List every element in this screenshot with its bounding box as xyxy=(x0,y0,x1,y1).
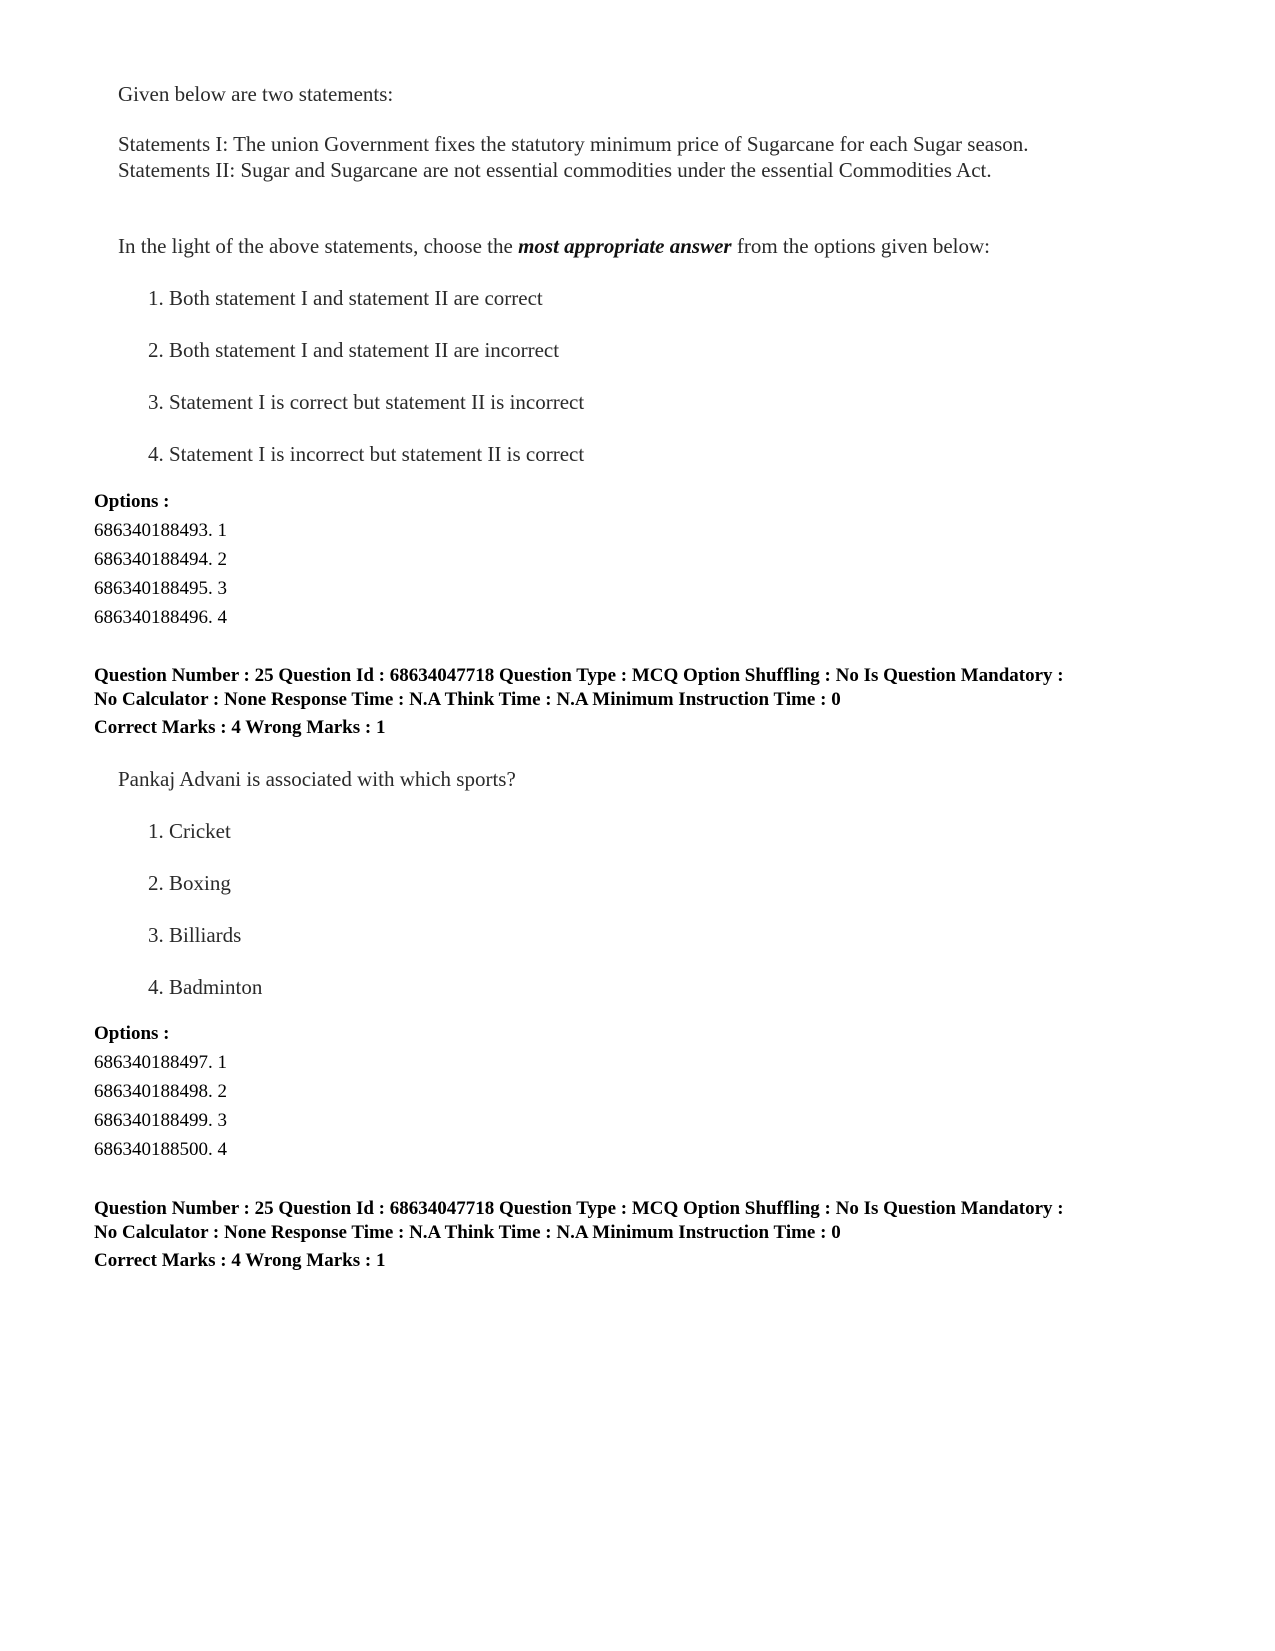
choice-item: 3. Statement I is correct but statement II is incorrect xyxy=(148,390,585,414)
meta-line-1: Question Number : 25 Question Id : 68634047718 Question Type : MCQ Option Shuffling : No Is Question Mandatory : xyxy=(94,665,1064,686)
options-title: Options : xyxy=(94,1023,170,1044)
choice-item: 1. Cricket xyxy=(148,819,231,843)
option-item: 686340188499. 3 xyxy=(94,1110,227,1131)
instruction-after: from the options given below: xyxy=(731,234,990,258)
options-title: Options : xyxy=(94,491,170,512)
meta-line-2: No Calculator : None Response Time : N.A Think Time : N.A Minimum Instruction Time : 0 xyxy=(94,689,841,710)
choice-item: 2. Boxing xyxy=(148,871,231,895)
meta-line-1: Question Number : 25 Question Id : 68634047718 Question Type : MCQ Option Shuffling : No Is Question Mandatory : xyxy=(94,1198,1064,1219)
choice-item: 3. Billiards xyxy=(148,923,242,947)
instruction-emphasis: most appropriate answer xyxy=(518,234,732,258)
question-2-content xyxy=(118,0,718,1010)
option-item: 686340188494. 2 xyxy=(94,549,227,570)
option-item: 686340188498. 2 xyxy=(94,1081,227,1102)
option-item: 686340188497. 1 xyxy=(94,1052,227,1073)
meta-line-3: Correct Marks : 4 Wrong Marks : 1 xyxy=(94,717,386,738)
option-item: 686340188500. 4 xyxy=(94,1139,227,1160)
options-block-2 xyxy=(94,1019,227,1164)
statement-1: Statements I: The union Government fixes the statutory minimum price of Sugarcane for each Sugar season. xyxy=(118,132,1029,156)
question-1-intro: Given below are two statements: xyxy=(118,82,394,106)
option-item: 686340188496. 4 xyxy=(94,607,227,628)
choice-item: 4. Statement I is incorrect but statement II is correct xyxy=(148,442,585,466)
option-item: 686340188495. 3 xyxy=(94,578,227,599)
meta-line-2: No Calculator : None Response Time : N.A Think Time : N.A Minimum Instruction Time : 0 xyxy=(94,1222,841,1243)
question-2-text: Pankaj Advani is associated with which sports? xyxy=(118,767,516,791)
choice-item: 2. Both statement I and statement II are incorrect xyxy=(148,338,560,362)
choice-item: 4. Badminton xyxy=(148,975,263,999)
instruction-before: In the light of the above statements, choose the xyxy=(118,234,519,258)
statement-2: Statements II: Sugar and Sugarcane are not essential commodities under the essential Commodities Act. xyxy=(118,158,992,182)
option-item: 686340188493. 1 xyxy=(94,520,227,541)
choice-item: 1. Both statement I and statement II are correct xyxy=(148,286,543,310)
meta-line-3: Correct Marks : 4 Wrong Marks : 1 xyxy=(94,1250,386,1271)
question-meta-2 xyxy=(94,1197,1214,1273)
